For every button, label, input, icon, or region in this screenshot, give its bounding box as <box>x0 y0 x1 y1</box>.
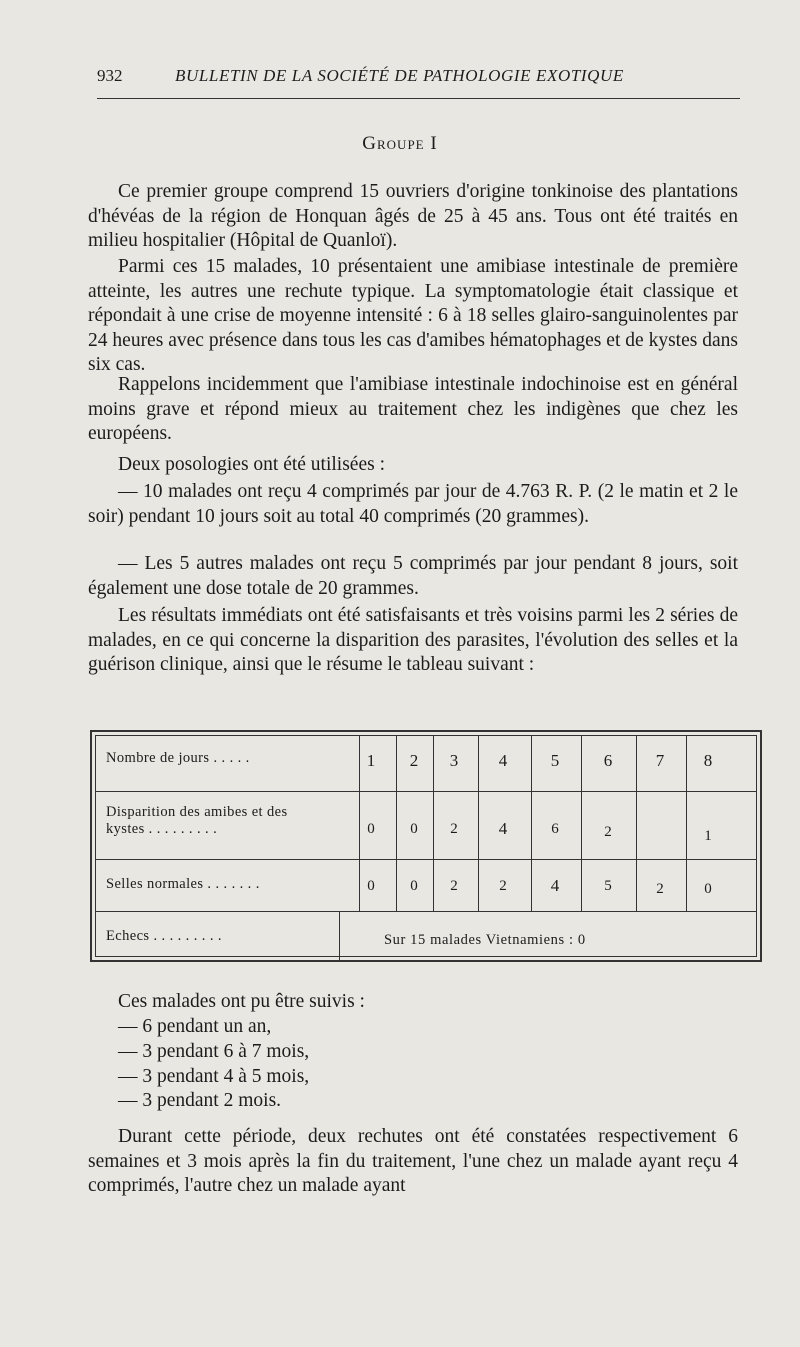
day-header: 6 <box>603 751 613 770</box>
disparition-value: 2 <box>450 821 458 837</box>
paragraph-9: Durant cette période, deux rechutes ont été constatées respectivement 6 semaines et 3 mois après la fin du traitement, l'une chez un malade ayant reçu 4 comprimés, l'autre chez un malade ayant <box>88 1126 738 1197</box>
results-table <box>90 730 762 962</box>
list-item: — 6 pendant un an, <box>118 1016 272 1037</box>
day-header: 4 <box>498 751 508 770</box>
list-item: — 3 pendant 2 mois. <box>118 1090 282 1112</box>
follow-up-list <box>118 1015 309 1114</box>
day-header: 2 <box>409 751 419 770</box>
section-title: Groupe I <box>362 133 438 154</box>
day-header: 3 <box>449 751 459 770</box>
selles-value: 0 <box>410 878 418 894</box>
disparition-value: 2 <box>604 824 612 840</box>
list-item: — 3 pendant 6 à 7 mois, <box>118 1040 310 1062</box>
paragraph-6: — Les 5 autres malades ont reçu 5 comprimés par jour pendant 8 jours, soit également une dose totale de 20 grammes. <box>88 553 738 599</box>
selles-value: 5 <box>604 878 612 894</box>
selles-value: 2 <box>656 881 664 897</box>
disparition-value: 0 <box>410 821 418 837</box>
paragraph-4: Deux posologies ont été utilisées : <box>118 454 386 475</box>
paragraph-8: Ces malades ont pu être suivis : <box>118 991 365 1012</box>
selles-value: 2 <box>450 878 458 894</box>
day-header: 1 <box>366 751 376 770</box>
day-header: 7 <box>655 751 665 770</box>
row-label-disparition: Disparition des amibes et des <box>106 804 288 820</box>
row-label-days: Nombre de jours . . . . . <box>106 750 250 766</box>
row-label-echecs: Echecs . . . . . . . . . <box>106 928 222 944</box>
page-header <box>97 66 737 90</box>
disparition-value: 0 <box>367 821 375 837</box>
paragraph-7: Les résultats immédiats ont été satisfaisants et très voisins parmi les 2 séries de malades, en ce qui concerne la disparition des parasites, l'évolution des selles et la guérison clinique, ainsi que le résume le tableau suivant : <box>88 605 738 676</box>
header-rule <box>97 98 740 99</box>
day-header: 8 <box>703 751 713 770</box>
row-label-kystes: kystes . . . . . . . . . <box>106 821 218 837</box>
disparition-value: 4 <box>498 819 508 838</box>
selles-value: 4 <box>550 876 560 895</box>
paragraph-2: Parmi ces 15 malades, 10 présentaient une amibiase intestinale de première atteinte, les autres une rechute typique. La symptomatologie était classique et répondait à une crise de moyenne intensité : 6 à 18 selles glairo-sanguinolentes par 24 heures avec présence dans tous les cas d'amibes hématophages et de kystes dans six cas. <box>88 256 738 376</box>
disparition-value: 6 <box>551 821 559 837</box>
row-label-selles: Selles normales . . . . . . . <box>106 876 260 892</box>
paragraph-5: — 10 malades ont reçu 4 comprimés par jour de 4.763 R. P. (2 le matin et 2 le soir) pendant 10 jours soit au total 40 comprimés (20 grammes). <box>88 481 738 527</box>
selles-value: 2 <box>499 878 507 894</box>
paragraph-1: Ce premier groupe comprend 15 ouvriers d'origine tonkinoise des plantations d'hévéas de la région de Honquan âgés de 25 à 45 ans. Tous ont été traités en milieu hospitalier (Hôpital de Quanloï). <box>88 181 738 252</box>
page-number: 932 <box>97 66 123 85</box>
running-title: BULLETIN DE LA SOCIÉTÉ DE PATHOLOGIE EXOTIQUE <box>175 66 624 85</box>
selles-value: 0 <box>367 878 375 894</box>
paragraph-3: Rappelons incidemment que l'amibiase intestinale indochinoise est en général moins grave et répond mieux au traitement chez les indigènes que chez les européens. <box>88 374 738 445</box>
disparition-value: 1 <box>704 828 712 844</box>
day-header: 5 <box>550 751 560 770</box>
list-item: — 3 pendant 4 à 5 mois, <box>118 1065 310 1087</box>
selles-value: 0 <box>704 881 712 897</box>
echecs-summary: Sur 15 malades Vietnamiens : 0 <box>384 932 586 948</box>
